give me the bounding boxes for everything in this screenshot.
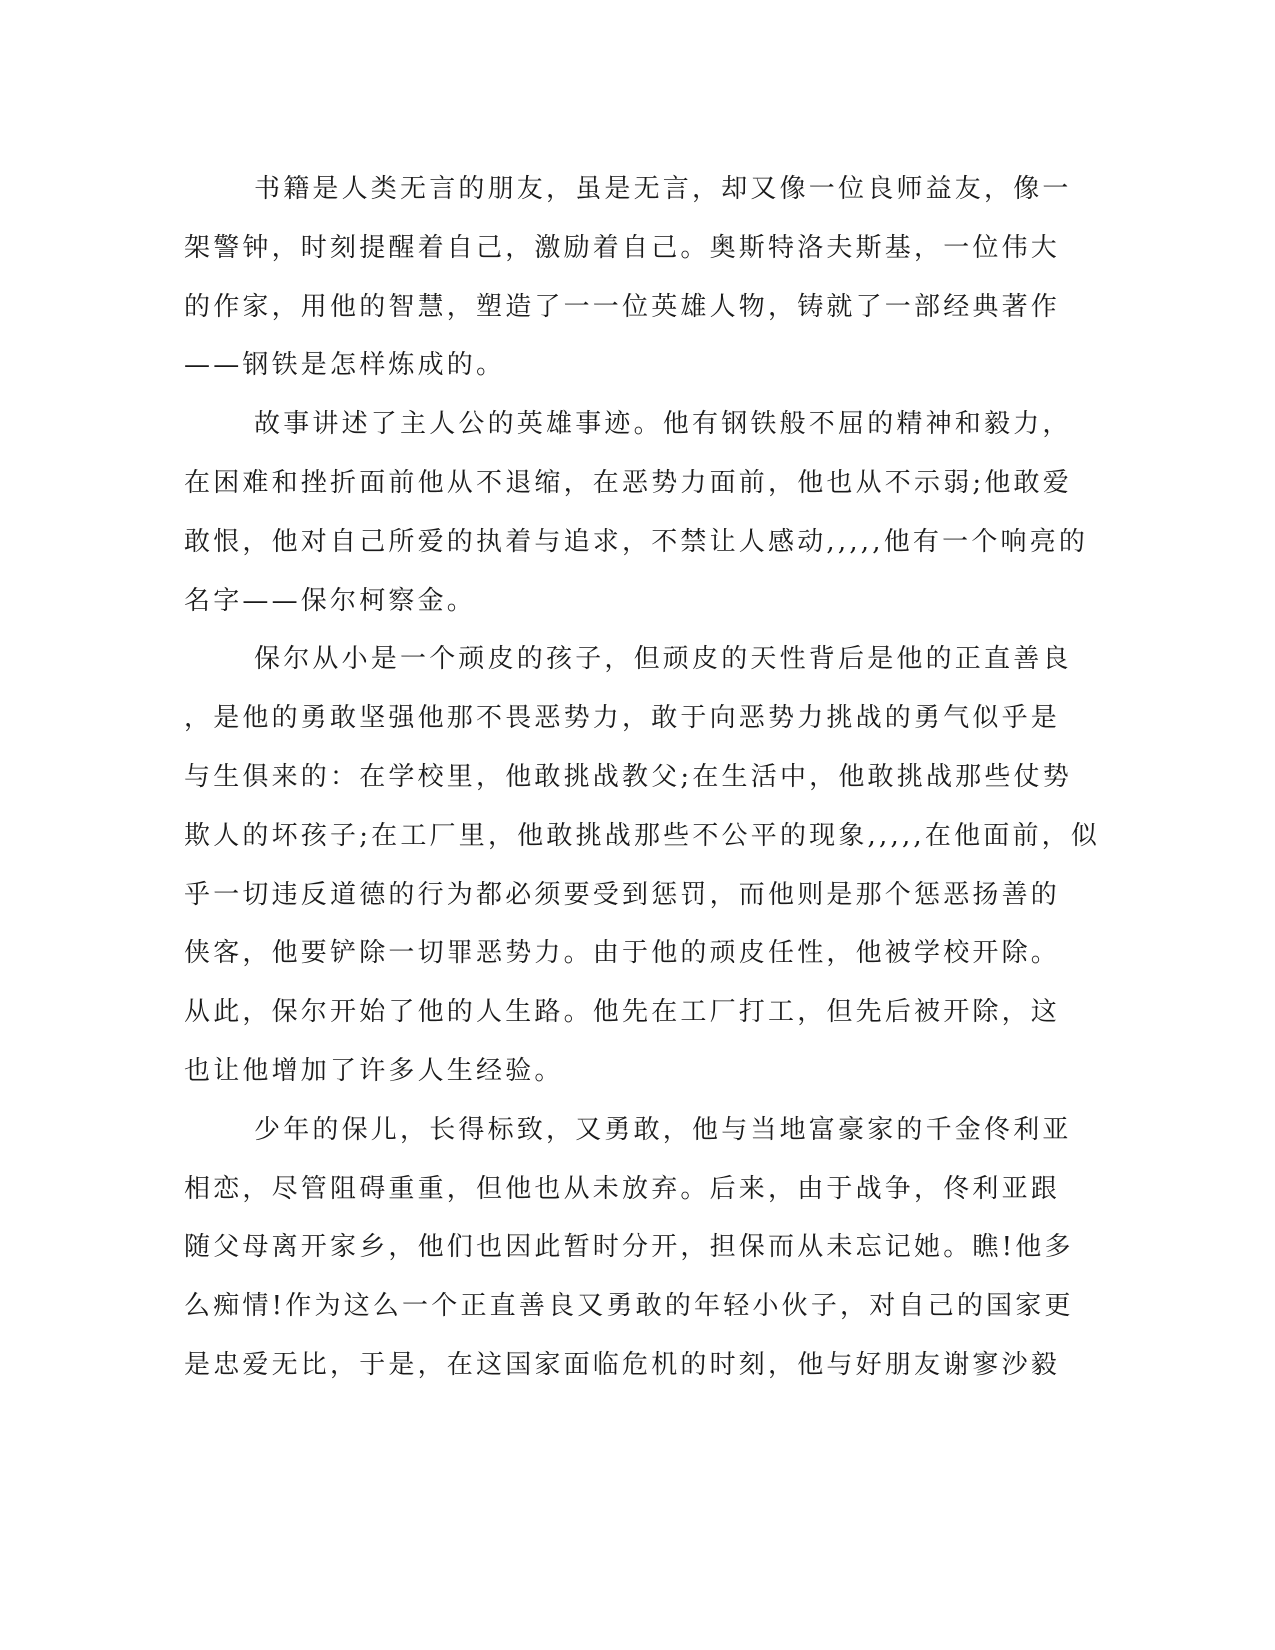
paragraph-1-line-1: 书籍是人类无言的朋友，虽是无言，却又像一位良师益友，像一 xyxy=(254,174,1072,204)
paragraph-3-line-5: 乎一切违反道德的行为都必须要受到惩罚，而他则是那个惩恶扬善的 xyxy=(184,879,1061,910)
paragraph-2-line-1: 故事讲述了主人公的英雄事迹。他有钢铁般不屈的精神和毅力， xyxy=(254,409,1072,440)
paragraph-1-line-2: 架警钟，时刻提醒着自己，激励着自己。奥斯特洛夫斯基，一位伟大 xyxy=(184,232,1061,263)
paragraph-3-line-1: 保尔从小是一个顽皮的孩子，但顽皮的天性背后是他的正直善良 xyxy=(254,644,1072,675)
paragraph-3-line-6: 侠客，他要铲除一切罪恶势力。由于他的顽皮任性，他被学校开除。 xyxy=(184,938,1061,969)
paragraph-4-line-1: 少年的保儿，长得标致，又勇敢，他与当地富豪家的千金佟利亚 xyxy=(254,1114,1072,1145)
paragraph-1-line-3: 的作家，用他的智慧，塑造了一一位英雄人物，铸就了一部经典著作 xyxy=(184,291,1061,322)
paragraph-3-line-3: 与生俱来的：在学校里，他敢挑战教父;在生活中，他敢挑战那些仗势 xyxy=(184,761,1072,792)
paragraph-1-line-4: ——钢铁是怎样炼成的。 xyxy=(184,350,506,381)
paragraph-2-line-3: 敢恨，他对自己所爱的执着与追求，不禁让人感动,,,,,他有一个响亮的 xyxy=(184,526,1089,557)
paragraph-3-line-8: 也让他增加了许多人生经验。 xyxy=(184,1055,564,1086)
paragraph-4-line-4: 么痴情!作为这么一个正直善良又勇敢的年轻小伙子，对自己的国家更 xyxy=(184,1291,1074,1322)
paragraph-3-line-7: 从此，保尔开始了他的人生路。他先在工厂打工，但先后被开除，这 xyxy=(184,997,1061,1028)
document-body xyxy=(184,160,1101,1395)
paragraph-3-line-2: ，是他的勇敢坚强他那不畏恶势力，敢于向恶势力挑战的勇气似乎是 xyxy=(184,703,1061,734)
paragraph-2-line-2: 在困难和挫折面前他从不退缩，在恶势力面前，他也从不示弱;他敢爱 xyxy=(184,467,1072,498)
paragraph-2-line-4: 名字——保尔柯察金。 xyxy=(184,585,477,616)
paragraph-4-line-3: 随父母离开家乡，他们也因此暂时分开，担保而从未忘记她。瞧!他多 xyxy=(184,1232,1074,1263)
paragraph-4-line-5: 是忠爱无比，于是，在这国家面临危机的时刻，他与好朋友谢寥沙毅 xyxy=(184,1349,1061,1380)
paragraph-3-line-4: 欺人的坏孩子;在工厂里，他敢挑战那些不公平的现象,,,,,在他面前，似 xyxy=(184,820,1101,851)
paragraph-4-line-2: 相恋，尽管阻碍重重，但他也从未放弃。后来，由于战争，佟利亚跟 xyxy=(184,1173,1061,1204)
